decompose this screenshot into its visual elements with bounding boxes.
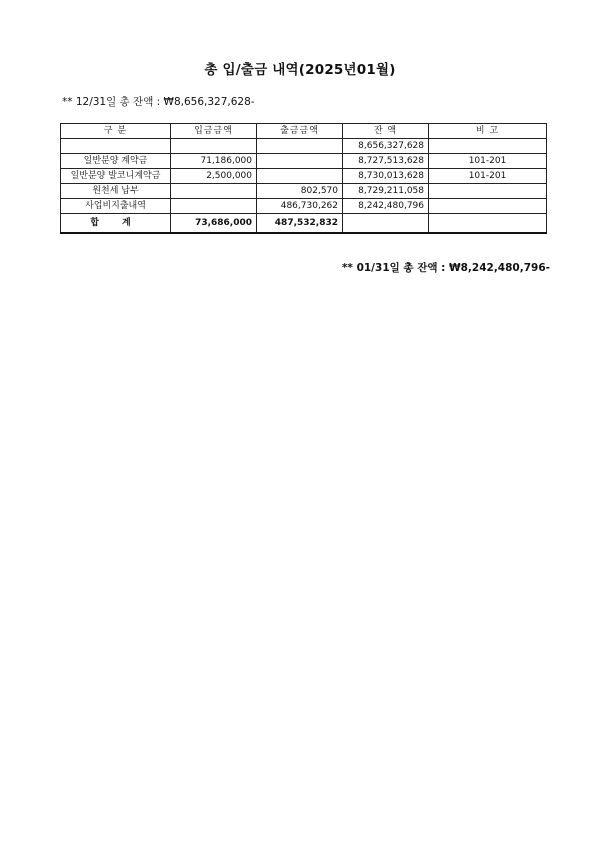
- cell-withdrawal: [257, 154, 343, 169]
- cell-balance: 8,730,013,628: [343, 169, 429, 184]
- cell-withdrawal: 802,570: [257, 184, 343, 199]
- document-title: 총 입/출금 내역(2025년01월): [204, 62, 396, 78]
- cell-note: [429, 199, 547, 214]
- header-category: 구 분: [61, 124, 171, 139]
- cell-deposit: [171, 199, 257, 214]
- cell-note: [429, 139, 547, 154]
- cell-note: [429, 184, 547, 199]
- cell-balance: 8,727,513,628: [343, 154, 429, 169]
- table-row: [61, 139, 547, 154]
- cell-deposit: [171, 184, 257, 199]
- cell-category: 일반분양 발코니계약금: [61, 169, 171, 184]
- table-header-row: [61, 124, 547, 139]
- table-row: [61, 154, 547, 169]
- total-row: [61, 214, 547, 234]
- header-deposit: 입금금액: [171, 124, 257, 139]
- header-balance: 잔 액: [343, 124, 429, 139]
- cell-note: 101-201: [429, 154, 547, 169]
- cell-category: 원천세 납부: [61, 184, 171, 199]
- header-withdrawal: 출금금액: [257, 124, 343, 139]
- table-row: [61, 169, 547, 184]
- header-note: 비 고: [429, 124, 547, 139]
- table-row: [61, 184, 547, 199]
- total-deposit: 73,686,000: [171, 214, 257, 234]
- cell-balance: 8,656,327,628: [343, 139, 429, 154]
- total-withdrawal: 487,532,832: [257, 214, 343, 234]
- cell-category: 일반분양 계약금: [61, 154, 171, 169]
- table-row: [61, 199, 547, 214]
- cell-deposit: [171, 139, 257, 154]
- cell-withdrawal: [257, 169, 343, 184]
- closing-balance: ** 01/31일 총 잔액 : ₩8,242,480,796-: [341, 262, 550, 274]
- cell-category: [61, 139, 171, 154]
- cell-withdrawal: 486,730,262: [257, 199, 343, 214]
- cell-withdrawal: [257, 139, 343, 154]
- transaction-table: [60, 123, 547, 234]
- cell-deposit: 71,186,000: [171, 154, 257, 169]
- cell-note: 101-201: [429, 169, 547, 184]
- cell-balance: 8,242,480,796: [343, 199, 429, 214]
- total-balance: [343, 214, 429, 234]
- opening-balance: ** 12/31일 총 잔액 : ₩8,656,327,628-: [62, 96, 255, 108]
- total-note: [429, 214, 547, 234]
- cell-category: 사업비지출내역: [61, 199, 171, 214]
- cell-deposit: 2,500,000: [171, 169, 257, 184]
- total-label: 합 계: [61, 214, 171, 234]
- cell-balance: 8,729,211,058: [343, 184, 429, 199]
